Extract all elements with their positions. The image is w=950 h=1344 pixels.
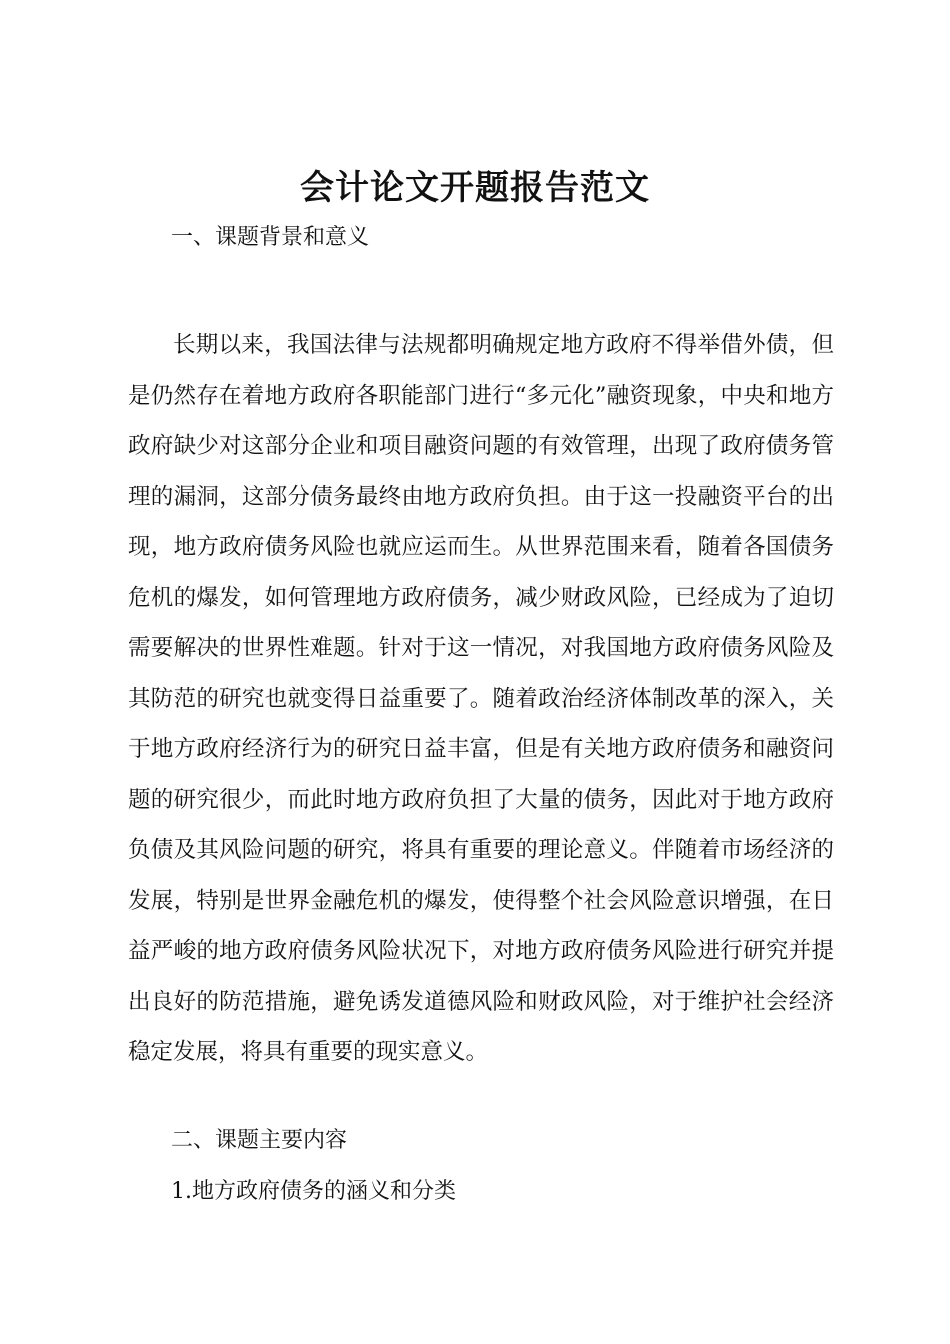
document-title: 会计论文开题报告范文 [300, 168, 650, 208]
section-heading-background: 一、课题背景和意义 [171, 225, 370, 250]
subsection-heading-debt-definition: 1.地方政府债务的涵义和分类 [171, 1179, 456, 1204]
body-paragraph-background: 长期以来，我国法律与法规都明确规定地方政府不得举借外债，但是仍然存在着地方政府各职能部门进行“多元化”融资现象，中央和地方政府缺少对这部分企业和项目融资问题的有效管理，出现了政府债务管理的漏洞，这部分债务最终由地方政府负担。由于这一投融资平台的出现，地方政府债务风险也就应运而生。从世界范围来看，随着各国债务危机的爆发，如何管理地方政府债务，减少财政风险，已经成为了迫切需要解决的世界性难题。针对于这一情况，对我国地方政府债务风险及其防范的研究也就变得日益重要了。随着政治经济体制改革的深入，关于地方政府经济行为的研究日益丰富，但是有关地方政府债务和融资问题的研究很少，而此时地方政府负担了大量的债务，因此对于地方政府负债及其风险问题的研究，将具有重要的理论意义。伴随着市场经济的发展，特别是世界金融危机的爆发，使得整个社会风险意识增强，在日益严峻的地方政府债务风险状况下，对地方政府债务风险进行研究并提出良好的防范措施，避免诱发道德风险和财政风险，对于维护社会经济稳定发展，将具有重要的现实意义。 [128, 332, 834, 1065]
section-heading-main-content: 二、课题主要内容 [171, 1128, 348, 1153]
